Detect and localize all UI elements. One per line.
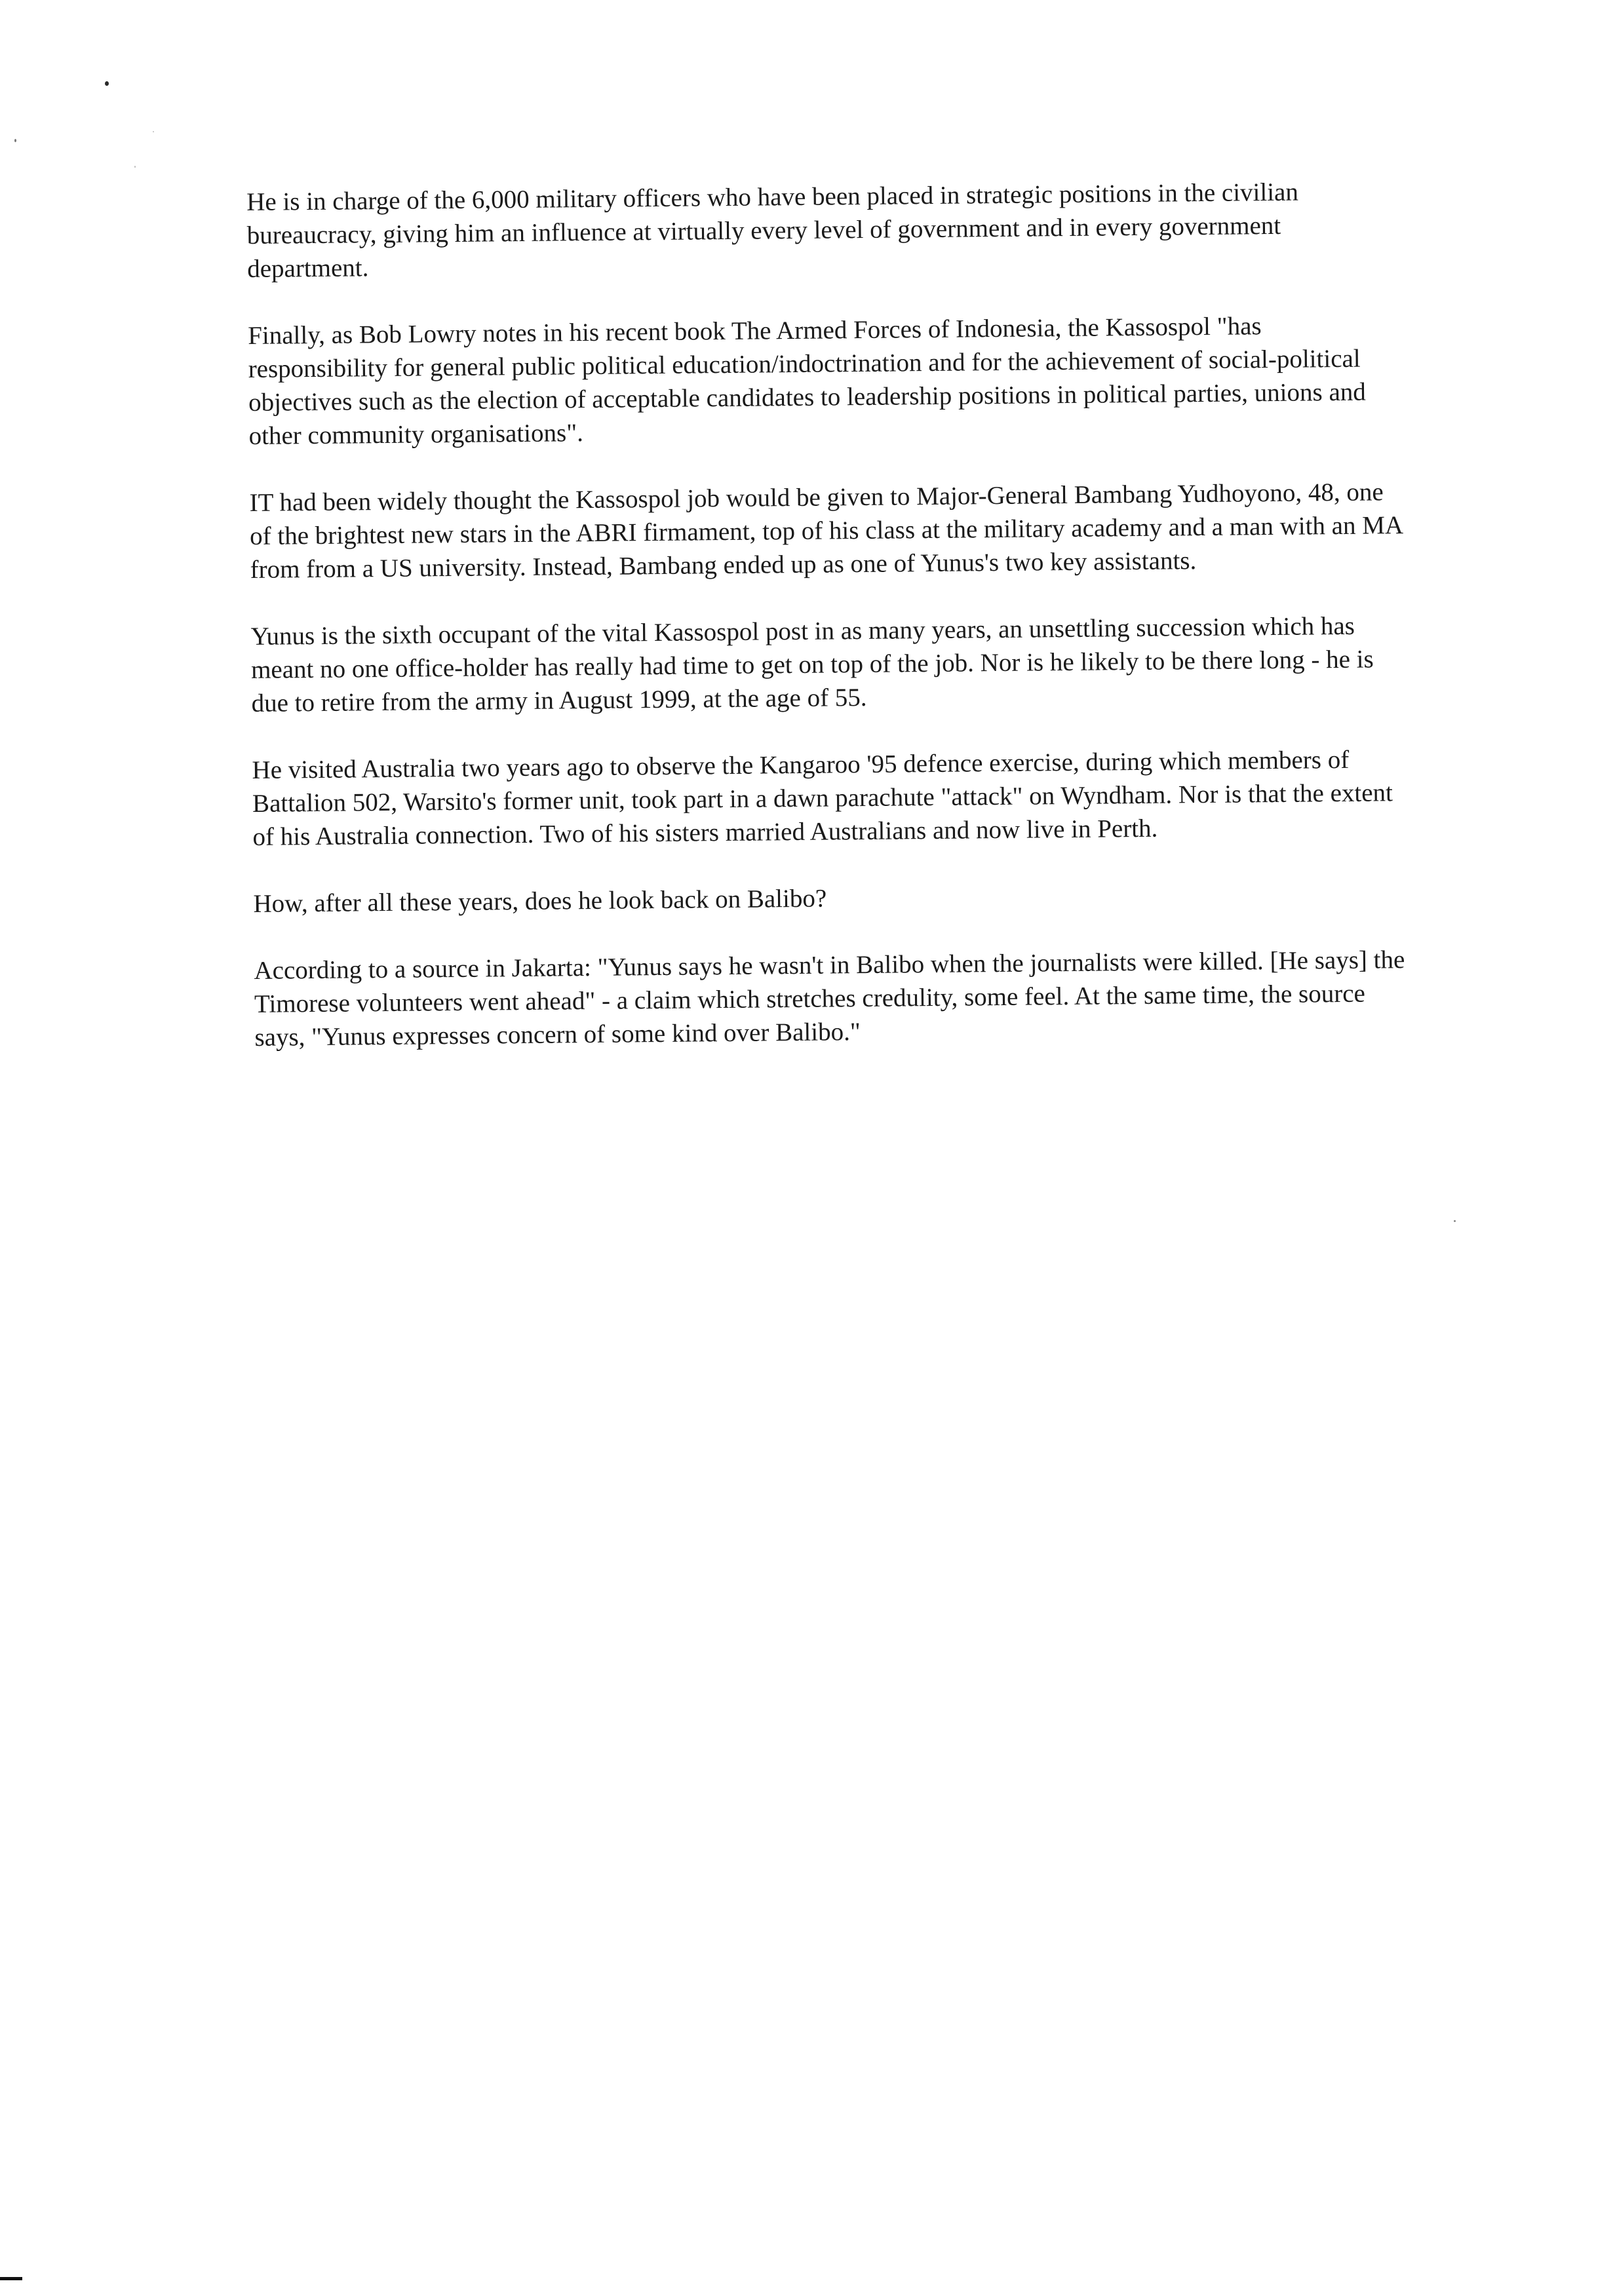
paragraph: Finally, as Bob Lowry notes in his recent book The Armed Forces of Indonesia, the Kassospol "has responsibility for general public political education/indoctrination and for the achievement of social-political objectives such as the election of acceptable candidates to leadership positions in political parties, unions and other community organisations". [247,312,1366,450]
scan-speck [134,166,136,168]
scan-speck [105,81,109,86]
paragraph: Yunus is the sixth occupant of the vital Kassospol post in as many years, an unsettling succession which has meant no one office-holder has really had time to get on top of the job. Nor is he likely to be there long - he is due to retire from the army in August 1999, at the age of 55. [250,611,1374,718]
paragraph: He visited Australia two years ago to observe the Kangaroo '95 defence exercise, during which members of Battalion 502, Warsito's former unit, took part in a dawn parachute "attack" on Wyndham. Nor is that the extent of his Australia connection. Two of his sisters married Australians and now live in Perth. [252,745,1393,851]
paragraph: He is in charge of the 6,000 military officers who have been placed in strategic positions in the civilian bureaucracy, giving him an influence at virtually every level of government and in every government department. [246,178,1299,283]
paragraph: IT had been widely thought the Kassospol job would be given to Major-General Bambang Yudhoyono, 48, one of the brightest new stars in the ABRI firmament, top of his class at the military academy and a man with an MA from from a US university. Instead, Bambang ended up as one of Yunus's two key assistants. [249,478,1403,584]
scan-speck [153,131,154,132]
scan-edge-mark [0,2277,22,2280]
paragraph: How, after all these years, does he look back on Balibo? [253,884,827,918]
article-body [246,174,1409,1054]
scan-speck [1454,1220,1456,1222]
scan-speck [14,139,16,142]
paragraph: According to a source in Jakarta: "Yunus says he wasn't in Balibo when the journalists were killed. [He says] the Timorese volunteers went ahead" - a claim which stretches credulity, some feel. At the same time, the source says, "Yunus expresses concern of some kind over Balibo." [254,946,1405,1052]
